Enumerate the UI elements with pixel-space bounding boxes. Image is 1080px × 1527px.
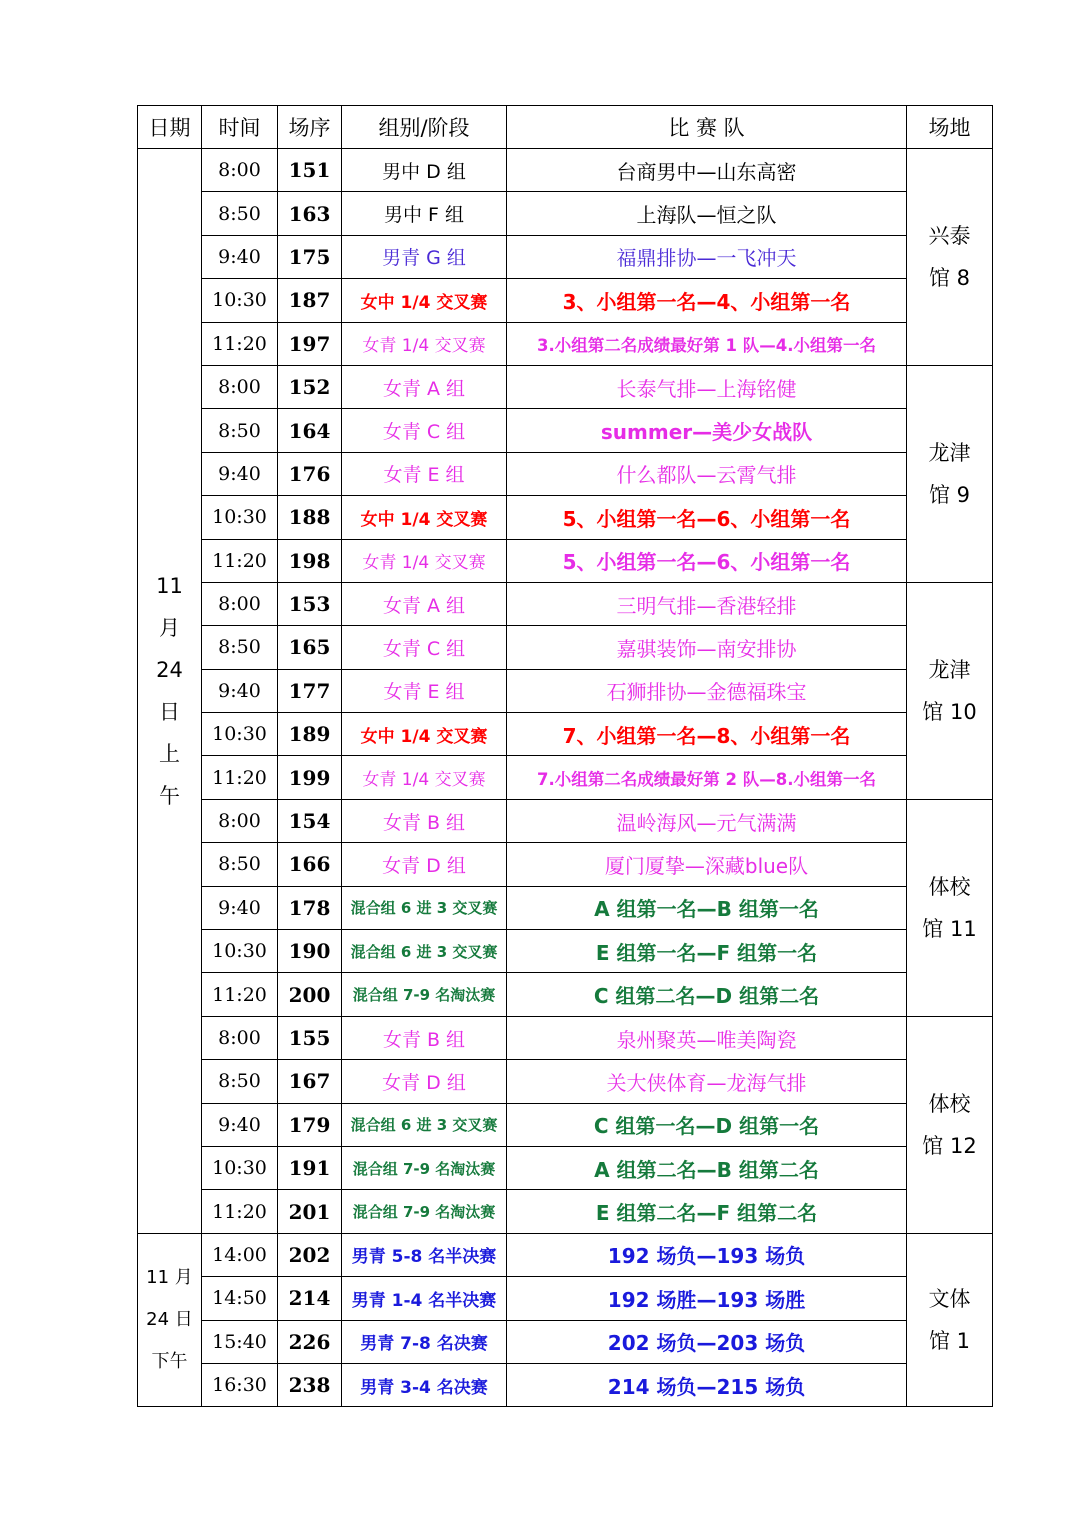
match-teams: A 组第一名—B 组第一名 (507, 886, 907, 929)
match-teams: 3、小组第一名—4、小组第一名 (507, 279, 907, 322)
venue-text: 体校 (928, 1091, 971, 1116)
date-text: 月 (159, 615, 180, 640)
match-teams: 192 场负—193 场负 (507, 1233, 907, 1276)
table-row (138, 365, 993, 408)
match-number: 154 (278, 799, 342, 842)
table-row (138, 1277, 993, 1320)
group-stage: 男青 G 组 (342, 235, 507, 278)
table-row (138, 149, 993, 192)
match-number: 179 (278, 1103, 342, 1146)
match-time: 11:20 (202, 973, 278, 1016)
group-stage: 女青 C 组 (342, 409, 507, 452)
header-teams: 比 赛 队 (507, 106, 907, 149)
venue-cell (907, 799, 993, 1016)
match-teams: 5、小组第一名—6、小组第一名 (507, 496, 907, 539)
match-time: 8:50 (202, 626, 278, 669)
match-number: 165 (278, 626, 342, 669)
group-stage: 混合组 7-9 名淘汰赛 (342, 973, 507, 1016)
match-number: 166 (278, 843, 342, 886)
date-text: 11 月 (146, 1267, 193, 1289)
group-stage: 混合组 7-9 名淘汰赛 (342, 1190, 507, 1233)
match-time: 10:30 (202, 930, 278, 973)
match-number: 189 (278, 713, 342, 756)
group-stage: 女青 C 组 (342, 626, 507, 669)
match-number: 198 (278, 539, 342, 582)
match-teams: summer—美少女战队 (507, 409, 907, 452)
table-row (138, 1146, 993, 1189)
schedule-body (138, 149, 993, 1407)
table-row (138, 192, 993, 235)
group-stage: 女青 A 组 (342, 582, 507, 625)
match-teams: 温岭海风—元气满满 (507, 799, 907, 842)
venue-text: 龙津 (928, 657, 971, 682)
match-number: 152 (278, 365, 342, 408)
header-group-stage: 组别/阶段 (342, 106, 507, 149)
match-time: 8:00 (202, 799, 278, 842)
match-number: 201 (278, 1190, 342, 1233)
match-teams: 202 场负—203 场负 (507, 1320, 907, 1363)
date-text: 11 (156, 573, 183, 598)
match-teams: 石狮排协—金德福珠宝 (507, 669, 907, 712)
match-teams: 7.小组第二名成绩最好第 2 队—8.小组第一名 (507, 756, 907, 799)
header-time: 时间 (202, 106, 278, 149)
group-stage: 混合组 7-9 名淘汰赛 (342, 1146, 507, 1189)
header-date: 日期 (138, 106, 202, 149)
venue-text: 馆 8 (928, 265, 971, 290)
table-row (138, 886, 993, 929)
group-stage: 女中 1/4 交叉赛 (342, 279, 507, 322)
match-time: 8:50 (202, 192, 278, 235)
match-time: 8:50 (202, 1060, 278, 1103)
venue-text: 馆 11 (922, 916, 977, 941)
group-stage: 女青 1/4 交叉赛 (342, 322, 507, 365)
table-row (138, 1103, 993, 1146)
venue-cell (907, 365, 993, 582)
match-teams: 台商男中—山东高密 (507, 149, 907, 192)
venue-text: 龙津 (928, 440, 971, 465)
group-stage: 混合组 6 进 3 交叉赛 (342, 1103, 507, 1146)
match-time: 8:50 (202, 843, 278, 886)
match-number: 187 (278, 279, 342, 322)
match-time: 11:20 (202, 322, 278, 365)
group-stage: 女青 1/4 交叉赛 (342, 756, 507, 799)
table-row (138, 582, 993, 625)
match-teams: 嘉骐装饰—南安排协 (507, 626, 907, 669)
match-number: 151 (278, 149, 342, 192)
table-row (138, 452, 993, 495)
table-row (138, 496, 993, 539)
match-number: 199 (278, 756, 342, 799)
match-teams: C 组第一名—D 组第一名 (507, 1103, 907, 1146)
match-time: 14:50 (202, 1277, 278, 1320)
match-teams: 厦门厦挚—深藏blue队 (507, 843, 907, 886)
match-teams: 5、小组第一名—6、小组第一名 (507, 539, 907, 582)
match-number: 163 (278, 192, 342, 235)
match-teams: 长泰气排—上海铭健 (507, 365, 907, 408)
group-stage: 男青 3-4 名决赛 (342, 1363, 507, 1406)
match-time: 8:00 (202, 1016, 278, 1059)
match-time: 10:30 (202, 279, 278, 322)
venue-text: 体校 (928, 874, 971, 899)
group-stage: 男中 F 组 (342, 192, 507, 235)
match-teams: 福鼎排协—一飞冲天 (507, 235, 907, 278)
venue-text: 文体 (928, 1287, 971, 1312)
group-stage: 混合组 6 进 3 交叉赛 (342, 930, 507, 973)
venue-text: 馆 10 (922, 699, 977, 724)
match-time: 9:40 (202, 235, 278, 278)
match-teams: A 组第二名—B 组第二名 (507, 1146, 907, 1189)
group-stage: 女青 B 组 (342, 1016, 507, 1059)
match-time: 14:00 (202, 1233, 278, 1276)
match-number: 226 (278, 1320, 342, 1363)
match-time: 10:30 (202, 1146, 278, 1189)
table-row (138, 669, 993, 712)
match-time: 8:00 (202, 365, 278, 408)
table-row (138, 799, 993, 842)
match-number: 164 (278, 409, 342, 452)
match-time: 16:30 (202, 1363, 278, 1406)
match-teams: 214 场负—215 场负 (507, 1363, 907, 1406)
table-row (138, 235, 993, 278)
table-row (138, 843, 993, 886)
date-text: 下午 (151, 1351, 188, 1373)
match-time: 9:40 (202, 886, 278, 929)
table-row (138, 1190, 993, 1233)
group-stage: 混合组 6 进 3 交叉赛 (342, 886, 507, 929)
group-stage: 女中 1/4 交叉赛 (342, 713, 507, 756)
match-time: 11:20 (202, 1190, 278, 1233)
group-stage: 女青 E 组 (342, 669, 507, 712)
match-number: 214 (278, 1277, 342, 1320)
match-teams: 关大侠体育—龙海气排 (507, 1060, 907, 1103)
group-stage: 女青 1/4 交叉赛 (342, 539, 507, 582)
group-stage: 女青 E 组 (342, 452, 507, 495)
match-number: 153 (278, 582, 342, 625)
venue-text: 馆 1 (928, 1329, 971, 1354)
match-teams: 上海队—恒之队 (507, 192, 907, 235)
match-teams: 192 场胜—193 场胜 (507, 1277, 907, 1320)
match-number: 190 (278, 930, 342, 973)
match-time: 15:40 (202, 1320, 278, 1363)
match-number: 175 (278, 235, 342, 278)
table-row (138, 1363, 993, 1406)
table-row (138, 973, 993, 1016)
match-time: 8:00 (202, 149, 278, 192)
group-stage: 女青 B 组 (342, 799, 507, 842)
match-teams: 泉州聚英—唯美陶瓷 (507, 1016, 907, 1059)
venue-text: 兴泰 (928, 223, 971, 248)
header-match-number: 场序 (278, 106, 342, 149)
group-stage: 男中 D 组 (342, 149, 507, 192)
group-stage: 女青 A 组 (342, 365, 507, 408)
match-number: 176 (278, 452, 342, 495)
table-row (138, 626, 993, 669)
date-text: 24 日 (146, 1309, 193, 1331)
match-time: 9:40 (202, 452, 278, 495)
group-stage: 男青 7-8 名决赛 (342, 1320, 507, 1363)
header-row (138, 106, 993, 149)
date-text: 日 (159, 699, 180, 724)
table-row (138, 322, 993, 365)
match-number: 202 (278, 1233, 342, 1276)
header-venue: 场地 (907, 106, 993, 149)
group-stage: 女青 D 组 (342, 1060, 507, 1103)
match-teams: 三明气排—香港轻排 (507, 582, 907, 625)
date-text: 上 (159, 741, 180, 766)
group-stage: 男青 1-4 名半决赛 (342, 1277, 507, 1320)
match-number: 200 (278, 973, 342, 1016)
match-teams: 3.小组第二名成绩最好第 1 队—4.小组第一名 (507, 322, 907, 365)
table-row (138, 713, 993, 756)
match-time: 8:50 (202, 409, 278, 452)
match-number: 191 (278, 1146, 342, 1189)
schedule-table (137, 105, 993, 1407)
match-time: 10:30 (202, 496, 278, 539)
match-time: 9:40 (202, 1103, 278, 1146)
group-stage: 女中 1/4 交叉赛 (342, 496, 507, 539)
match-number: 238 (278, 1363, 342, 1406)
group-stage: 男青 5-8 名半决赛 (342, 1233, 507, 1276)
table-row (138, 1016, 993, 1059)
match-number: 155 (278, 1016, 342, 1059)
match-time: 11:20 (202, 756, 278, 799)
match-teams: 什么都队—云霄气排 (507, 452, 907, 495)
venue-text: 馆 9 (928, 482, 971, 507)
match-time: 11:20 (202, 539, 278, 582)
date-cell-afternoon (138, 1233, 202, 1407)
match-number: 188 (278, 496, 342, 539)
group-stage: 女青 D 组 (342, 843, 507, 886)
table-row (138, 1233, 993, 1276)
match-number: 167 (278, 1060, 342, 1103)
match-number: 177 (278, 669, 342, 712)
match-time: 9:40 (202, 669, 278, 712)
table-row (138, 409, 993, 452)
venue-text: 馆 12 (922, 1133, 977, 1158)
match-teams: E 组第二名—F 组第二名 (507, 1190, 907, 1233)
date-text: 午 (159, 783, 180, 808)
table-row (138, 1320, 993, 1363)
date-cell-morning (138, 149, 202, 1234)
match-number: 178 (278, 886, 342, 929)
match-number: 197 (278, 322, 342, 365)
venue-cell (907, 149, 993, 366)
table-row (138, 1060, 993, 1103)
match-teams: C 组第二名—D 组第二名 (507, 973, 907, 1016)
venue-cell (907, 582, 993, 799)
table-row (138, 930, 993, 973)
venue-cell (907, 1233, 993, 1407)
table-row (138, 279, 993, 322)
venue-cell (907, 1016, 993, 1233)
date-text: 24 (156, 657, 183, 682)
table-row (138, 756, 993, 799)
match-teams: 7、小组第一名—8、小组第一名 (507, 713, 907, 756)
table-row (138, 539, 993, 582)
match-time: 10:30 (202, 713, 278, 756)
match-teams: E 组第一名—F 组第一名 (507, 930, 907, 973)
match-time: 8:00 (202, 582, 278, 625)
